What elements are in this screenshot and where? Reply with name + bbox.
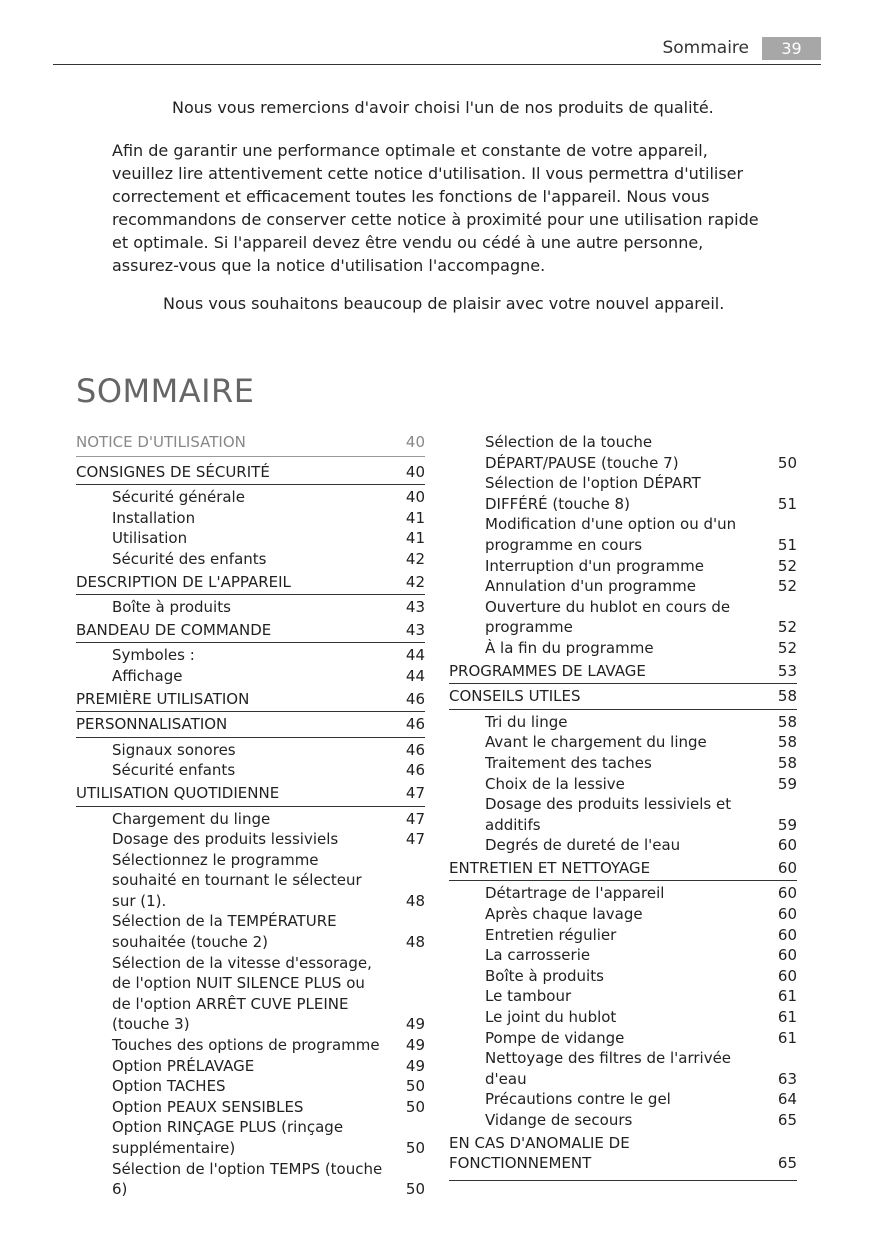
toc-entry-label: Sécurité enfants (112, 761, 236, 780)
toc-entry-page: 53 (777, 661, 797, 680)
toc-entry-label: Avant le chargement du linge (485, 733, 707, 752)
toc-entry-page: 50 (405, 1097, 425, 1116)
toc-entry-label: Chargement du linge (112, 809, 271, 828)
toc-entry-label: Le tambour (485, 987, 572, 1006)
toc-entry-page: 65 (777, 1154, 797, 1173)
toc-subentry[interactable] (449, 1007, 797, 1028)
toc-entry-label: Pompe de vidange (485, 1028, 625, 1047)
toc-subentry[interactable] (449, 945, 797, 966)
toc-left-column (76, 432, 425, 1200)
toc-subentry[interactable] (76, 953, 425, 1035)
toc-entry-label: Dosage des produits lessiviels (112, 830, 339, 849)
toc-subentry[interactable] (449, 986, 797, 1007)
toc-entry-page: 40 (405, 462, 425, 481)
toc-entry-page: 60 (777, 966, 797, 985)
toc-subentry[interactable] (76, 809, 425, 830)
toc-section-entry[interactable] (449, 858, 797, 882)
toc-subentry[interactable] (449, 1028, 797, 1049)
toc-entry-label: Modification d'une option ou d'un programme en cours (485, 515, 737, 554)
toc-subentry[interactable] (449, 514, 797, 555)
toc-entry-page: 40 (405, 488, 425, 507)
toc-entry-page: 43 (405, 620, 425, 639)
toc-entry-label: Installation (112, 508, 196, 527)
toc-entry-page: 61 (777, 1008, 797, 1027)
toc-entry-page: 60 (777, 946, 797, 965)
toc-section-entry[interactable] (76, 572, 425, 596)
toc-section-entry[interactable] (76, 689, 425, 713)
toc-entry-page: 41 (405, 508, 425, 527)
intro-wish: Nous vous souhaitons beaucoup de plaisir avec votre nouvel appareil. (163, 294, 725, 313)
toc-entry-page: 46 (405, 689, 425, 708)
toc-entry-page: 50 (405, 1180, 425, 1199)
toc-entry-page: 48 (405, 933, 425, 952)
header-section-title: Sommaire (662, 38, 749, 58)
toc-section-entry[interactable] (76, 462, 425, 486)
toc-subentry[interactable] (76, 528, 425, 549)
toc-entry-label: CONSEILS UTILES (449, 687, 581, 706)
toc-subentry[interactable] (449, 556, 797, 577)
toc-entry-label: Interruption d'un programme (485, 556, 704, 575)
toc-subentry[interactable] (76, 1117, 425, 1158)
toc-subentry[interactable] (449, 1110, 797, 1131)
toc-entry-label: Boîte à produits (112, 598, 231, 617)
toc-entry-label: Tri du linge (485, 712, 568, 731)
toc-subentry[interactable] (449, 732, 797, 753)
toc-section-entry[interactable] (449, 1133, 797, 1181)
toc-entry-page: 47 (405, 783, 425, 802)
header-divider (53, 64, 821, 65)
toc-entry-page: 52 (777, 618, 797, 637)
toc-subentry[interactable] (76, 487, 425, 508)
toc-subentry[interactable] (76, 1076, 425, 1097)
toc-entry-page: 42 (405, 549, 425, 568)
toc-entry-page: 52 (777, 577, 797, 596)
toc-entry-page: 46 (405, 761, 425, 780)
toc-entry-label: Option PRÉLAVAGE (112, 1056, 255, 1075)
toc-entry-label: Vidange de secours (485, 1111, 633, 1129)
toc-section-entry[interactable] (76, 620, 425, 644)
toc-entry-page: 58 (777, 687, 797, 706)
toc-entry-page: 63 (777, 1069, 797, 1088)
toc-entry-label: Option PEAUX SENSIBLES (112, 1097, 304, 1116)
toc-subentry[interactable] (449, 904, 797, 925)
toc-entry-label: Après chaque lavage (485, 905, 643, 924)
toc-entry-label: Ouverture du hublot en cours de programme (485, 597, 731, 637)
toc-entry-page: 60 (777, 858, 797, 877)
toc-subentry[interactable] (76, 549, 425, 570)
toc-entry-label: Option RINÇAGE PLUS (rinçage supplémentaire) (112, 1118, 344, 1157)
toc-entry-page: 59 (777, 815, 797, 834)
toc-entry-page: 44 (405, 646, 425, 665)
toc-subentry[interactable] (76, 911, 425, 952)
toc-entry-page: 50 (405, 1077, 425, 1096)
toc-entry-label: Détartrage de l'appareil (485, 884, 665, 903)
toc-entry-page: 48 (405, 891, 425, 910)
toc-subentry[interactable] (76, 1056, 425, 1077)
toc-subentry[interactable] (76, 850, 425, 912)
toc-entry-label: Sélection de la touche DÉPART/PAUSE (touche 7) (485, 433, 679, 472)
toc-entry-page: 51 (777, 494, 797, 513)
toc-subentry[interactable] (76, 1097, 425, 1118)
toc-subentry[interactable] (76, 760, 425, 781)
toc-entry-page: 61 (777, 1028, 797, 1047)
toc-section-entry[interactable] (449, 686, 797, 710)
toc-subentry[interactable] (76, 829, 425, 850)
toc-subentry[interactable] (449, 432, 797, 473)
toc-entry-label: Annulation d'un programme (485, 577, 696, 596)
page-number-badge: 39 (762, 37, 821, 60)
toc-entry-page: 50 (777, 453, 797, 472)
toc-entry-label: Option TACHES (112, 1077, 226, 1096)
toc-subentry[interactable] (76, 666, 425, 687)
toc-entry-page: 43 (405, 598, 425, 617)
intro-paragraph: Afin de garantir une performance optimale et constante de votre appareil, veuillez lire attentivement cette notice d'utilisation. Il vous permettra d'utiliser correctement et efficacement toutes les fonctions de l'appareil. Nous vous recommandons de conserver cette notice à proximité pour une utilisation rapide et optimale. Si l'appareil devez être vendu ou cédé à une autre personne, assurez-vous que la notice d'utilisation l'accompagne. (112, 141, 759, 275)
toc-entry-page: 42 (405, 572, 425, 591)
toc-entry-label: Sélection de la vitesse d'essorage, de l'option NUIT SILENCE PLUS ou de l'option ARRÊT CUVE PLEINE (touche 3) (112, 953, 372, 1034)
toc-subentry[interactable] (449, 576, 797, 597)
toc-subentry[interactable] (76, 1159, 425, 1200)
toc-entry-page: 41 (405, 529, 425, 548)
toc-entry-page: 58 (777, 733, 797, 752)
toc-entry-page: 49 (405, 1056, 425, 1075)
toc-entry-label: BANDEAU DE COMMANDE (76, 620, 272, 639)
toc-entry-page: 58 (777, 753, 797, 772)
toc-entry-page: 60 (777, 884, 797, 903)
toc-subentry[interactable] (449, 835, 797, 856)
toc-entry-label: Entretien régulier (485, 925, 617, 944)
toc-section-entry[interactable] (76, 432, 425, 457)
toc-subentry[interactable] (449, 794, 797, 835)
toc-subentry[interactable] (449, 753, 797, 774)
toc-entry-page: 40 (405, 433, 425, 451)
toc-subentry[interactable] (449, 712, 797, 733)
toc-entry-page: 59 (777, 774, 797, 793)
toc-entry-label: PREMIÈRE UTILISATION (76, 689, 250, 708)
toc-entry-page: 46 (405, 715, 425, 734)
toc-entry-page: 49 (405, 1036, 425, 1055)
page-title: SOMMAIRE (76, 372, 255, 410)
toc-subentry[interactable] (449, 1048, 797, 1089)
toc-subentry[interactable] (449, 925, 797, 946)
toc-subentry[interactable] (76, 597, 425, 618)
toc-entry-label: Affichage (112, 666, 183, 685)
toc-subentry[interactable] (449, 473, 797, 514)
toc-entry-label: Nettoyage des filtres de l'arrivée d'eau (485, 1049, 732, 1088)
toc-entry-page: 65 (777, 1111, 797, 1129)
toc-entry-label: Sélectionnez le programme souhaité en tournant le sélecteur sur (1). (112, 850, 362, 910)
toc-entry-label: ENTRETIEN ET NETTOYAGE (449, 858, 651, 877)
toc-subentry[interactable] (76, 645, 425, 666)
toc-entry-page: 60 (777, 925, 797, 944)
toc-entry-page: 52 (777, 638, 797, 657)
toc-subentry[interactable] (449, 774, 797, 795)
toc-entry-label: Dosage des produits lessiviels et additifs (485, 795, 732, 834)
toc-subentry[interactable] (449, 597, 797, 638)
toc-entry-label: Signaux sonores (112, 740, 236, 759)
intro-thanks: Nous vous remercions d'avoir choisi l'un de nos produits de qualité. (172, 98, 714, 117)
toc-entry-page: 51 (777, 535, 797, 554)
toc-entry-label: Traitement des taches (485, 753, 652, 772)
toc-entry-label: Sélection de l'option TEMPS (touche 6) (112, 1159, 383, 1199)
toc-entry-page: 64 (777, 1090, 797, 1109)
toc-entry-page: 47 (405, 809, 425, 828)
toc-entry-page: 58 (777, 712, 797, 731)
toc-entry-page: 50 (405, 1139, 425, 1157)
toc-entry-label: PERSONNALISATION (76, 715, 228, 734)
toc-entry-label: Précautions contre le gel (485, 1090, 671, 1109)
toc-entry-page: 60 (777, 905, 797, 924)
toc-entry-label: Le joint du hublot (485, 1008, 617, 1027)
toc-entry-label: À la fin du programme (485, 638, 654, 657)
toc-subentry[interactable] (449, 966, 797, 987)
toc-subentry[interactable] (76, 740, 425, 761)
toc-section-entry[interactable] (449, 661, 797, 685)
toc-section-entry[interactable] (76, 714, 425, 738)
toc-entry-label: PROGRAMMES DE LAVAGE (449, 661, 646, 680)
toc-subentry[interactable] (449, 638, 797, 659)
toc-entry-page: 52 (777, 556, 797, 575)
toc-subentry[interactable] (76, 1035, 425, 1056)
toc-entry-page: 49 (405, 1015, 425, 1034)
toc-entry-label: DESCRIPTION DE L'APPAREIL (76, 572, 291, 591)
toc-subentry[interactable] (76, 508, 425, 529)
toc-entry-label: Degrés de dureté de l'eau (485, 836, 681, 855)
toc-entry-label: Sélection de l'option DÉPART DIFFÉRÉ (touche 8) (485, 474, 701, 513)
toc-subentry[interactable] (449, 883, 797, 904)
toc-section-entry[interactable] (76, 783, 425, 807)
toc-entry-label: Sélection de la TEMPÉRATURE souhaitée (touche 2) (112, 912, 337, 952)
toc-entry-label: CONSIGNES DE SÉCURITÉ (76, 462, 270, 481)
toc-entry-label: EN CAS D'ANOMALIE DE FONCTIONNEMENT (449, 1133, 630, 1173)
toc-entry-label: La carrosserie (485, 946, 591, 965)
toc-entry-page: 46 (405, 740, 425, 759)
toc-entry-page: 47 (405, 830, 425, 849)
toc-entry-label: Sécurité générale (112, 488, 245, 507)
toc-entry-label: Symboles : (112, 646, 195, 665)
toc-entry-label: Sécurité des enfants (112, 549, 267, 568)
toc-entry-page: 60 (777, 836, 797, 855)
toc-entry-label: Utilisation (112, 529, 188, 548)
toc-entry-page: 44 (405, 666, 425, 685)
toc-entry-page: 61 (777, 987, 797, 1006)
toc-entry-label: NOTICE D'UTILISATION (76, 433, 246, 451)
toc-right-column (449, 432, 797, 1183)
toc-subentry[interactable] (449, 1089, 797, 1110)
toc-entry-label: Boîte à produits (485, 966, 604, 985)
toc-entry-label: UTILISATION QUOTIDIENNE (76, 783, 280, 802)
toc-entry-label: Choix de la lessive (485, 774, 625, 793)
toc-entry-label: Touches des options de programme (112, 1036, 380, 1055)
